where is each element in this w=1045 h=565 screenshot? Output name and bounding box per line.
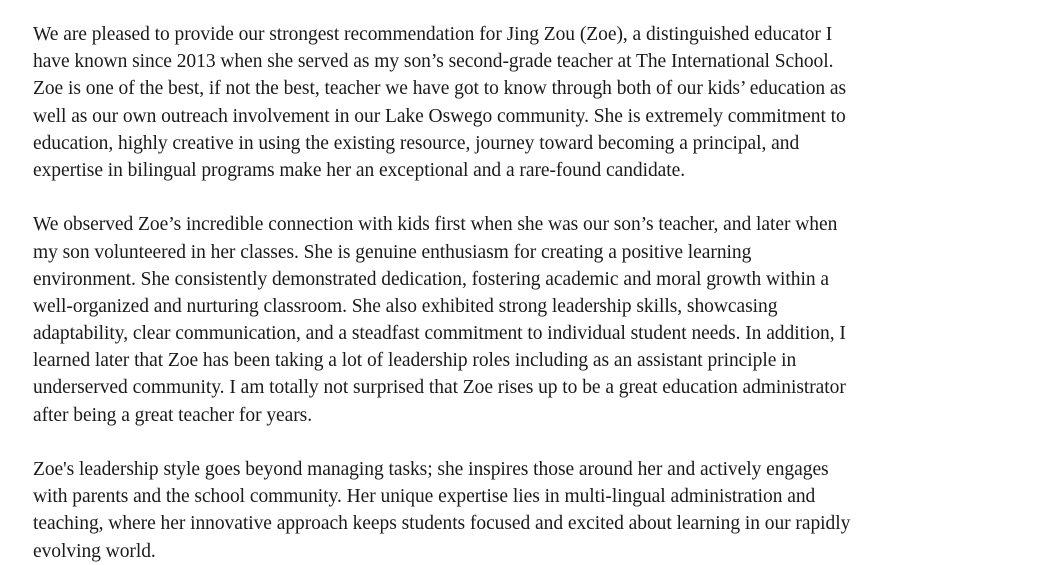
text-line: after being a great teacher for years. xyxy=(33,404,313,426)
text-line: my son volunteered in her classes. She is genuine enthusiasm for creating a positive learning xyxy=(33,241,752,263)
text-line: expertise in bilingual programs make her an exceptional and a rare-found candidate. xyxy=(33,159,686,181)
text-line: environment. She consistently demonstrated dedication, fostering academic and moral growth within a xyxy=(33,268,829,290)
recommendation-letter-body xyxy=(33,21,1038,565)
text-line: Zoe is one of the best, if not the best, teacher we have got to know through both of our kids’ education as xyxy=(33,78,847,100)
text-line: Zoe's leadership style goes beyond managing tasks; she inspires those around her and actively engages xyxy=(33,459,829,480)
text-line: well-organized and nurturing classroom. She also exhibited strong leadership skills, showcasing xyxy=(33,295,778,317)
paragraph-spacer xyxy=(33,429,1038,456)
paragraph-3 xyxy=(33,456,1038,565)
text-line: have known since 2013 when she served as my son’s second-grade teacher at The International School. xyxy=(33,51,834,73)
paragraph-1 xyxy=(33,21,1038,184)
text-line: We are pleased to provide our strongest recommendation for Jing Zou (Zoe), a distinguished educator I xyxy=(33,24,833,45)
text-line: with parents and the school community. Her unique expertise lies in multi-lingual administration and xyxy=(33,486,816,508)
text-line: education, highly creative in using the existing resource, journey toward becoming a principal, and xyxy=(33,132,800,154)
paragraph-spacer xyxy=(33,184,1038,211)
text-line: underserved community. I am totally not surprised that Zoe rises up to be a great education administrator xyxy=(33,377,846,399)
text-line: well as our own outreach involvement in our Lake Oswego community. She is extremely commitment to xyxy=(33,105,846,127)
text-line: adaptability, clear communication, and a steadfast commitment to individual student needs. In addition, I xyxy=(33,323,846,345)
text-line: evolving world. xyxy=(33,540,156,562)
text-line: teaching, where her innovative approach keeps students focused and excited about learning in our rapidly xyxy=(33,513,851,535)
text-line: We observed Zoe’s incredible connection with kids first when she was our son’s teacher, and later when xyxy=(33,214,838,236)
paragraph-2 xyxy=(33,211,1038,429)
text-line: learned later that Zoe has been taking a lot of leadership roles including as an assistant principle in xyxy=(33,350,797,372)
